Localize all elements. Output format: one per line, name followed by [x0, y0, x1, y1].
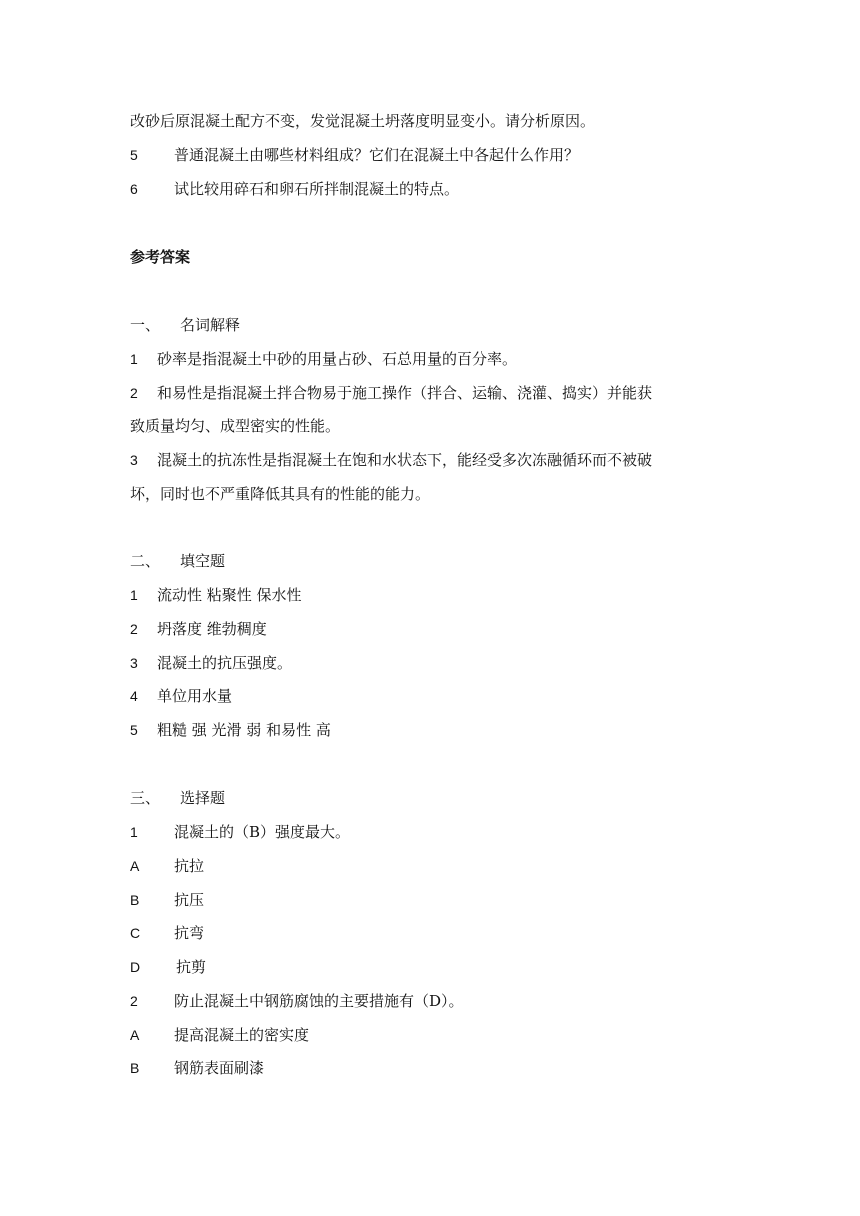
section-3-option: C 抗弯	[130, 924, 205, 942]
answers-heading: 参考答案	[130, 248, 191, 266]
section-1-item: 1 砂率是指混凝土中砂的用量占砂、石总用量的百分率。	[130, 350, 518, 368]
section-3-option: B 抗压	[130, 891, 205, 909]
section-3-option: A 提高混凝土的密实度	[130, 1026, 310, 1044]
question-4-continuation: 改砂后原混凝土配方不变，发觉混凝土坍落度明显变小。请分析原因。	[130, 112, 596, 130]
section-3-option: A 抗拉	[130, 857, 205, 875]
section-2-item: 1 流动性 粘聚性 保水性	[130, 586, 302, 604]
section-2-item: 3 混凝土的抗压强度。	[130, 654, 293, 672]
section-1-item: 2 和易性是指混凝土拌合物易于施工操作（拌合、运输、浇灌、捣实）并能获	[130, 384, 653, 402]
section-1-item: 3 混凝土的抗冻性是指混凝土在饱和水状态下，能经受多次冻融循环而不被破	[130, 451, 653, 469]
section-2-item: 5 粗糙 强 光滑 弱 和易性 高	[130, 721, 331, 739]
question-6: 6 试比较用碎石和卵石所拌制混凝土的特点。	[130, 180, 460, 198]
section-2-item: 2 坍落度 维勃稠度	[130, 620, 267, 638]
section-1-item-continuation: 致质量均匀、成型密实的性能。	[130, 417, 341, 435]
section-2-heading: 二、 填空题	[130, 552, 226, 570]
question-5: 5 普通混凝土由哪些材料组成？它们在混凝土中各起什么作用？	[130, 146, 580, 164]
section-3-question: 2 防止混凝土中钢筋腐蚀的主要措施有（D）。	[130, 992, 464, 1010]
section-3-heading: 三、 选择题	[130, 789, 226, 807]
section-3-option: B 钢筋表面刷漆	[130, 1059, 265, 1077]
section-3-question: 1 混凝土的（B）强度最大。	[130, 823, 351, 841]
section-1-heading: 一、 名词解释	[130, 316, 241, 334]
section-2-item: 4 单位用水量	[130, 687, 233, 705]
section-3-option: D 抗剪	[130, 958, 207, 976]
section-1-item-continuation: 坏，同时也不严重降低其具有的性能的能力。	[130, 485, 431, 503]
